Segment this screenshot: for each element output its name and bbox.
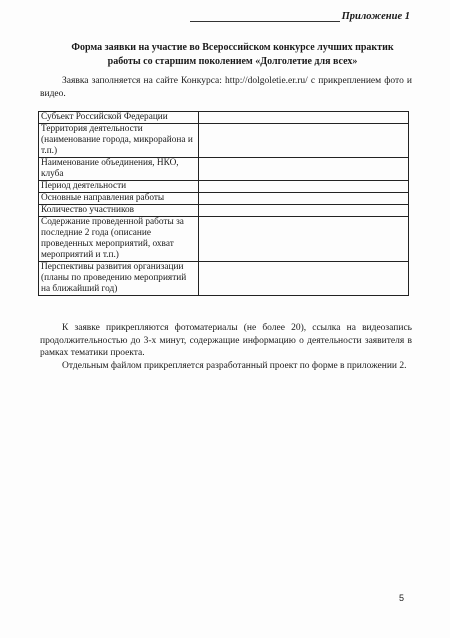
table-row — [39, 124, 409, 158]
application-form-table — [38, 111, 409, 296]
row-label: Содержание проведенной работы за последние 2 года (описание проведенных мероприятий, охват мероприятий и т.п.) — [39, 217, 199, 262]
row-value — [199, 262, 409, 296]
appendix-label: Приложение 1 — [341, 11, 410, 22]
row-label: Период деятельности — [39, 181, 199, 193]
row-label: Количество участников — [39, 205, 199, 217]
closing-paragraph-2: Отдельным файлом прикрепляется разработанный проект по форме в приложении 2. — [62, 360, 407, 371]
title-line-2: работы со старшим поколением «Долголетие для всех» — [107, 56, 358, 67]
row-value — [199, 217, 409, 262]
table-row — [39, 205, 409, 217]
closing-paragraph-1: К заявке прикрепляются фотоматериалы (не более 20), ссылка на видеозапись продолжительностью до 3-х минут, содержащие информацию о деятельности заявителя в рамках тематики проекта. — [40, 323, 412, 358]
table-row — [39, 158, 409, 181]
page-number: 5 — [399, 593, 405, 603]
table-row — [39, 217, 409, 262]
closing-section — [40, 322, 412, 372]
row-label: Перспективы развития организации (планы по проведению мероприятий на ближайший год) — [39, 262, 199, 296]
row-value — [199, 124, 409, 158]
table-row — [39, 262, 409, 296]
row-value — [199, 158, 409, 181]
row-value — [199, 181, 409, 193]
document-title — [60, 41, 405, 69]
row-label: Наименование объединения, НКО, клуба — [39, 158, 199, 181]
row-label: Субъект Российской Федерации — [39, 112, 199, 124]
table-row — [39, 193, 409, 205]
title-line-1: Форма заявки на участие во Всероссийском конкурсе лучших практик — [71, 42, 394, 53]
table-row — [39, 181, 409, 193]
appendix-underline — [190, 12, 340, 22]
table-row — [39, 112, 409, 124]
row-value — [199, 205, 409, 217]
row-value — [199, 193, 409, 205]
row-value — [199, 112, 409, 124]
row-label: Основные направления работы — [39, 193, 199, 205]
row-label: Территория деятельности (наименование города, микрорайона и т.п.) — [39, 124, 199, 158]
intro-paragraph: Заявка заполняется на сайте Конкурса: http://dolgoletie.er.ru/ с прикреплением фото и видео. — [40, 76, 412, 99]
appendix-header — [190, 11, 410, 22]
